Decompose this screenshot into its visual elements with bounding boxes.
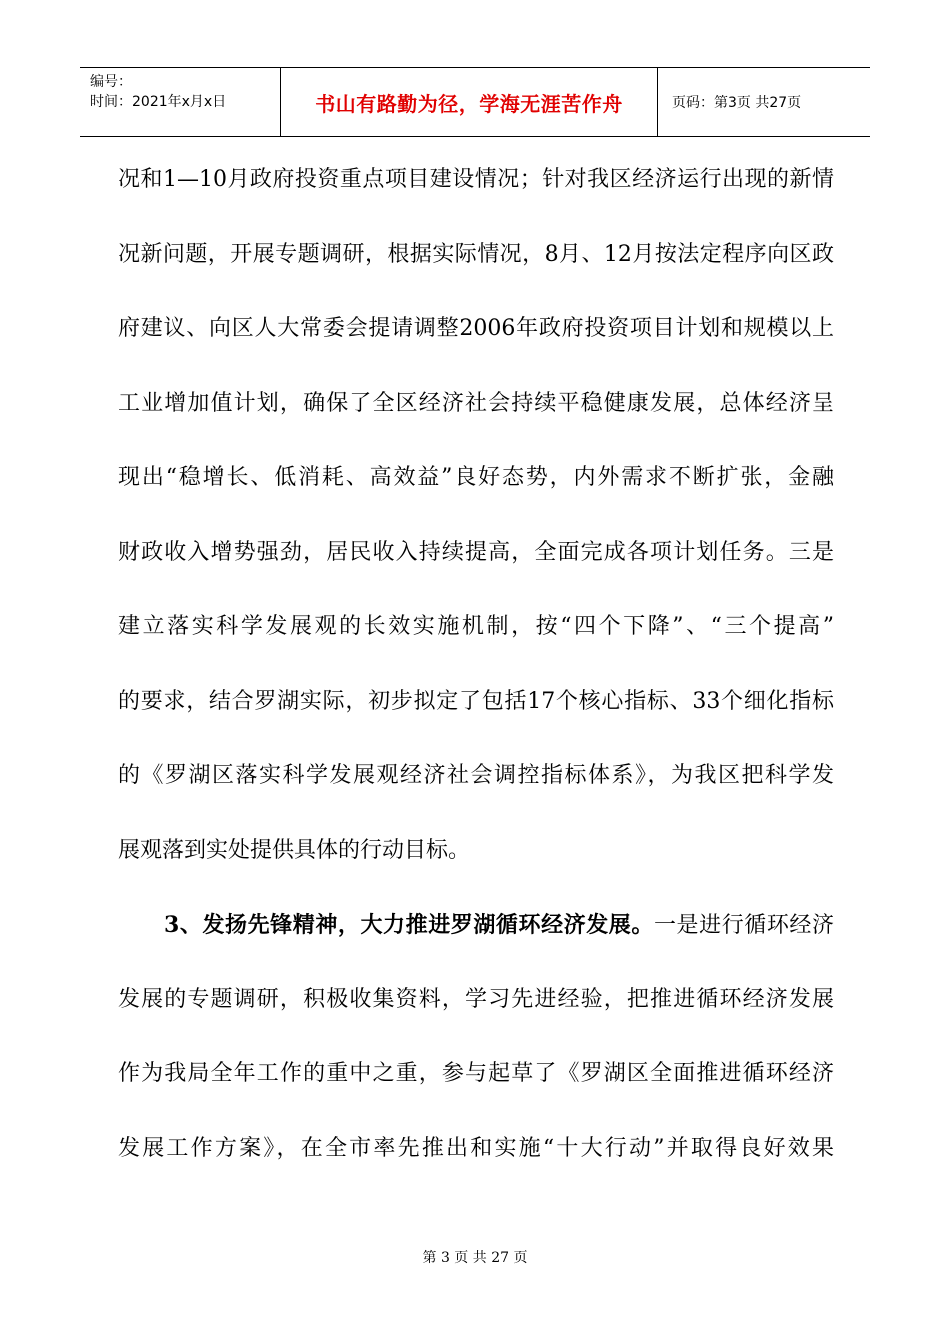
text-line: 财政收入增势强劲，居民收入持续提高，全面完成各项计划任务。三是 [118,539,834,565]
text-line: 现出“稳增长、低消耗、高效益”良好态势，内外需求不断扩张，金融 [118,465,834,490]
page-header [80,67,870,137]
text-line: 发展的专题调研，积极收集资料，学习先进经验，把推进循环经济发展 [118,986,834,1012]
text-line: 工业增加值计划，确保了全区经济社会持续平稳健康发展，总体经济呈 [118,390,834,416]
section-heading: 3、发扬先锋精神，大力推进罗湖循环经济发展。 [164,912,654,938]
header-motto: 书山有路勤为径，学海无涯苦作舟 [281,68,658,136]
text-line: 展观落到实处提供具体的行动目标。 [118,837,471,863]
page-footer: 第 3 页 共 27 页 [422,1250,528,1266]
text-run: 一是进行循环经济 [653,913,834,938]
document-number-label: 编号： [90,74,132,90]
text-line: 府建议、向区人大常委会提请调整2006年政府投资项目计划和规模以上 [118,316,834,341]
paragraph-first-line [118,905,834,980]
document-date-label: 时间：2021年x月x日 [90,94,227,110]
text-line: 发展工作方案》，在全市率先推出和实施“十大行动”并取得良好效果 [118,1135,834,1161]
text-line: 的《罗湖区落实科学发展观经济社会调控指标体系》，为我区把科学发 [118,763,834,788]
document-body [118,160,834,1203]
text-line: 的要求，结合罗湖实际，初步拟定了包括17个核心指标、33个细化指标 [118,688,834,714]
text-line: 作为我局全年工作的重中之重，参与起草了《罗湖区全面推进循环经济 [118,1061,834,1086]
text-line: 况和1—10月政府投资重点项目建设情况；针对我区经济运行出现的新情 [118,167,834,192]
header-meta [80,68,281,136]
text-line: 况新问题，开展专题调研，根据实际情况，8月、12月按法定程序向区政 [118,241,834,267]
header-page-label: 页码：第3页 共27页 [672,95,802,111]
text-line: 建立落实科学发展观的长效实施机制，按“四个下降”、“三个提高” [118,614,834,639]
